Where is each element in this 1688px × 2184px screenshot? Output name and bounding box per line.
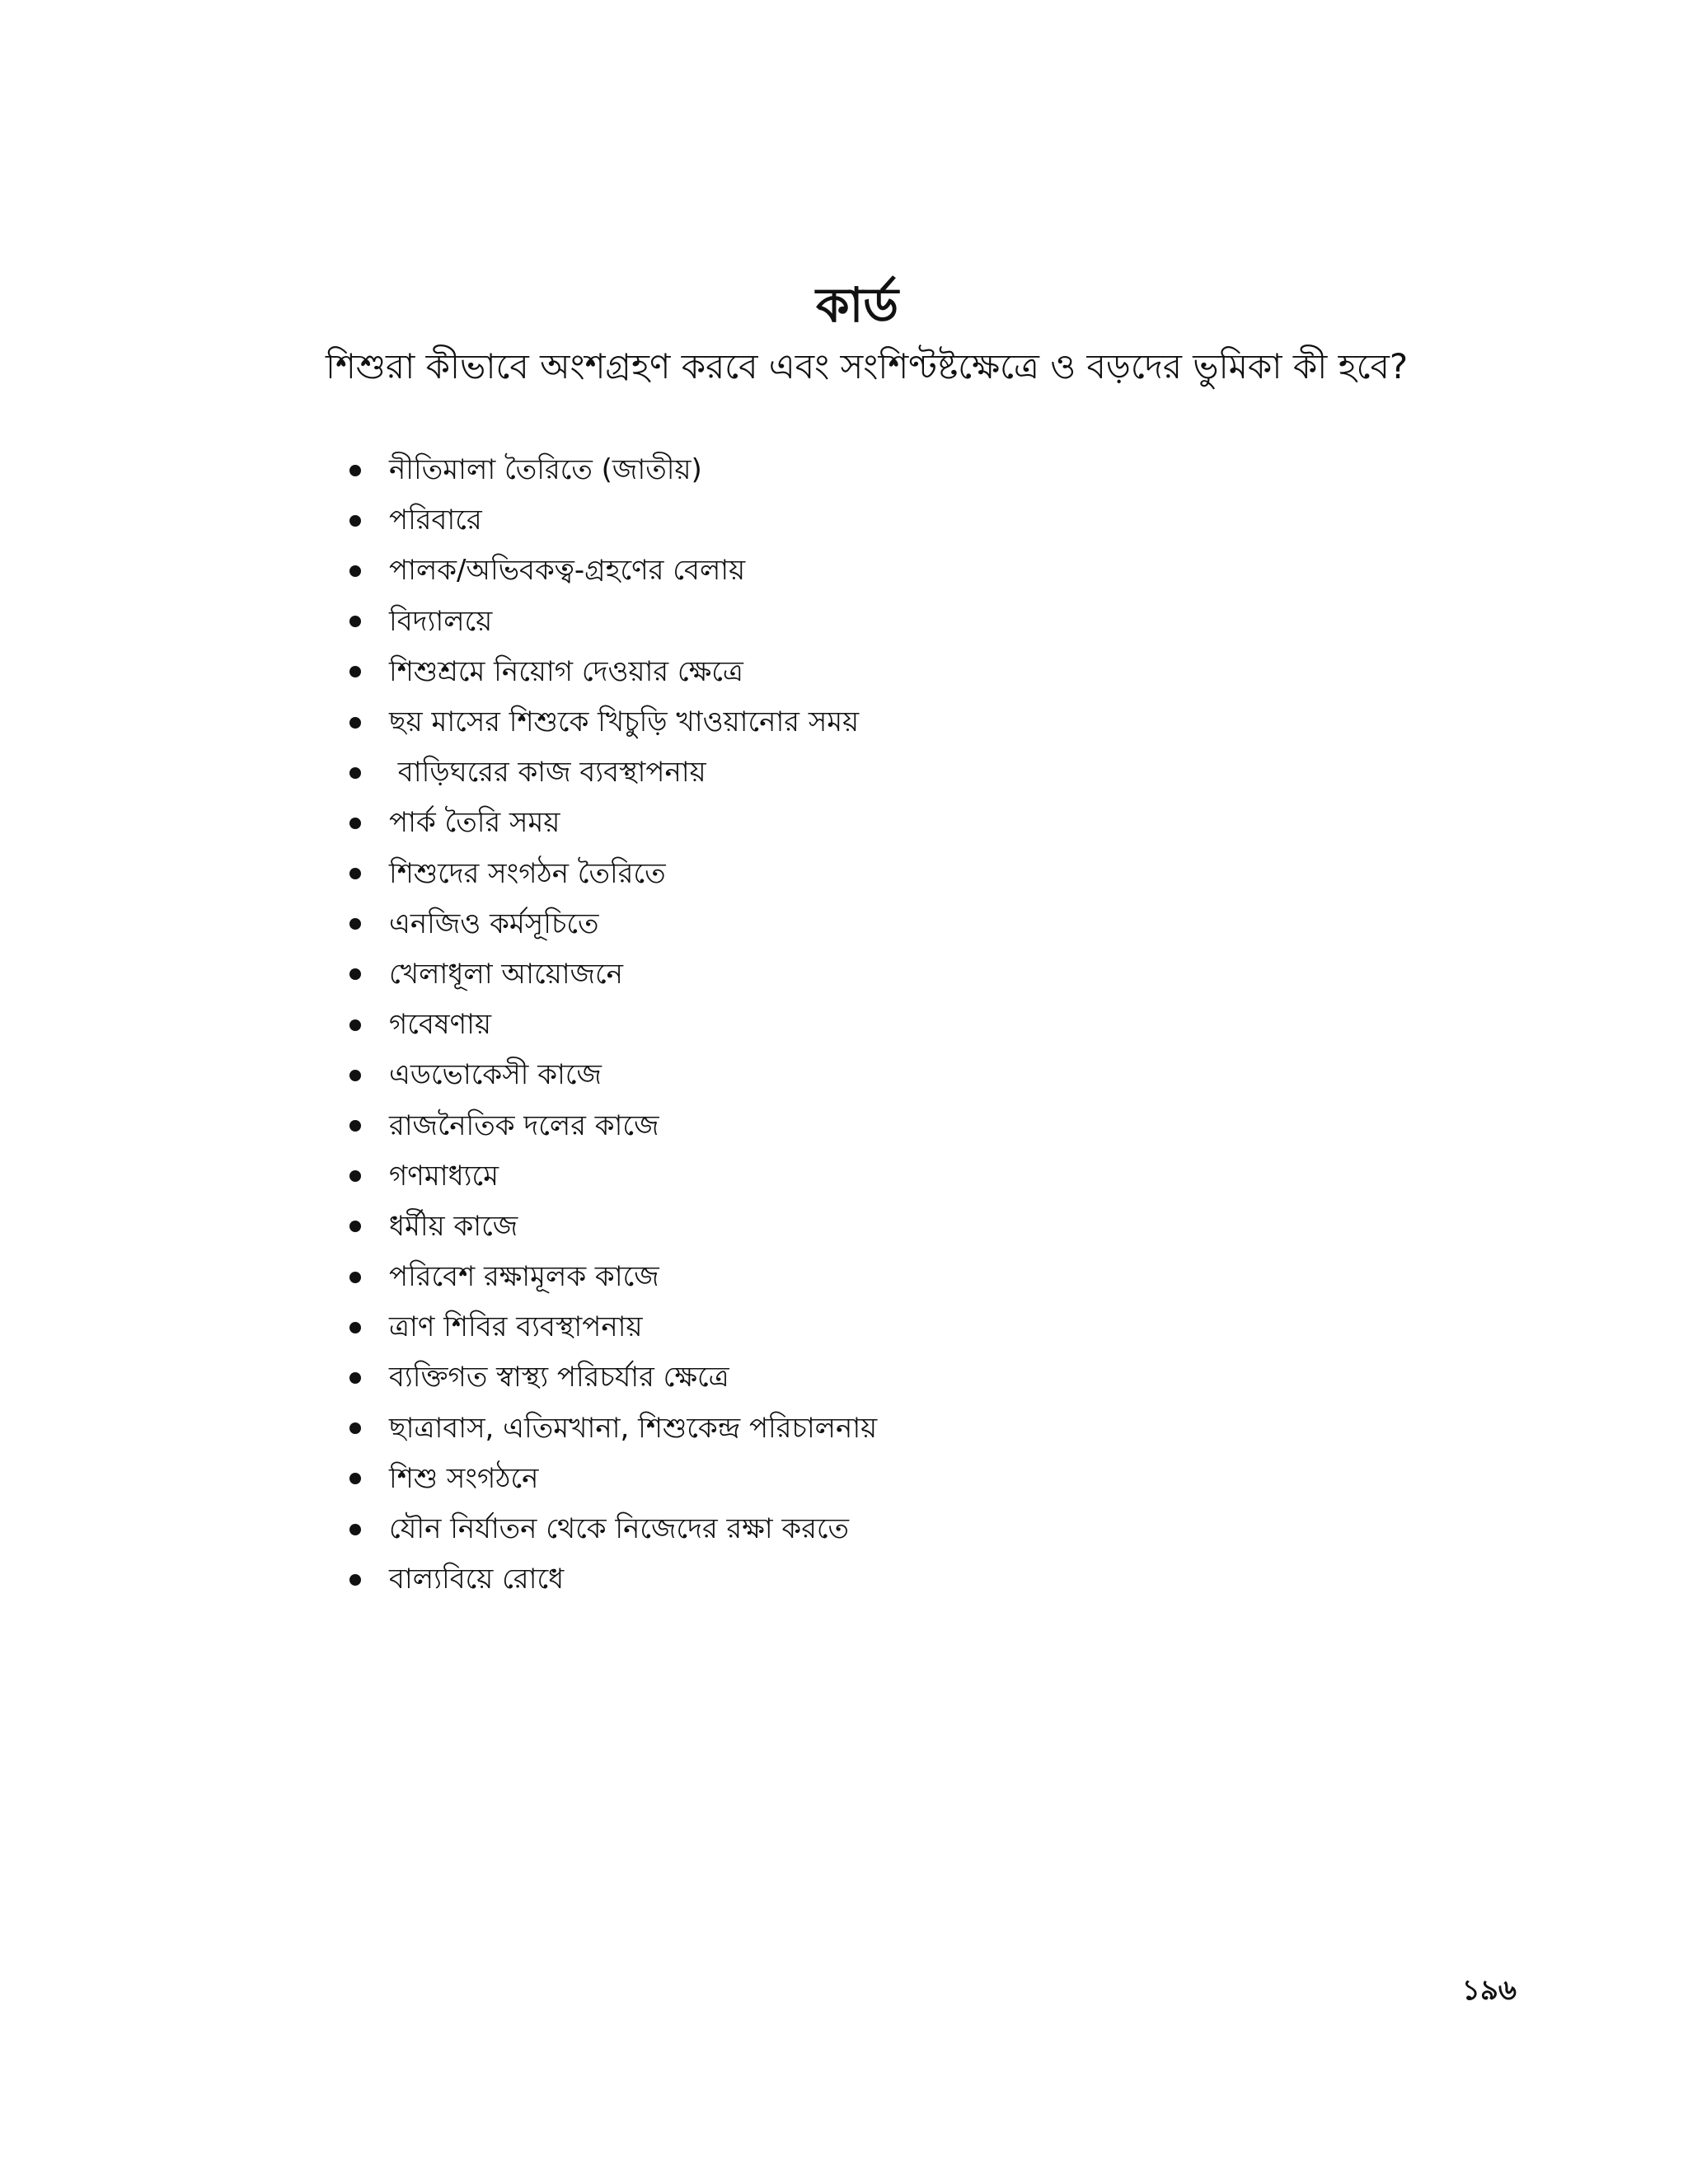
list-item [338,1554,1327,1605]
bullet-icon [349,1524,361,1535]
list-item [338,445,1327,495]
list-item-text: পার্ক তৈরি সময় [389,806,560,840]
topic-list [338,445,1327,1605]
list-item-text: গবেষণায় [389,1008,492,1042]
list-item [338,1151,1327,1202]
list-item-text: বাল্যবিয়ে রোধে [389,1563,565,1596]
list-item-text: রাজনৈতিক দলের কাজে [389,1108,659,1142]
list-item-text: ছাত্রাবাস, এতিমখানা, শিশুকেন্দ্র পরিচালনায় [389,1411,878,1445]
list-item [338,1000,1327,1050]
bullet-icon [349,868,361,879]
list-item [338,1504,1327,1554]
bullet-icon [349,1372,361,1384]
bullet-icon [349,1272,361,1283]
list-item [338,1352,1327,1403]
bullet-icon [349,616,361,627]
list-item-text: পরিবারে [389,504,482,537]
list-item-text: ব্যক্তিগত স্বাস্থ্য পরিচর্যার ক্ষেত্রে [389,1361,729,1394]
list-item [338,597,1327,647]
bullet-icon [349,818,361,829]
list-item [338,849,1327,899]
list-item [338,1404,1327,1454]
bullet-icon [349,1070,361,1081]
list-item-text: শিশুশ্রমে নিয়োগ দেওয়ার ক্ষেত্রে [389,654,743,688]
bullet-icon [349,515,361,527]
card-title: কার্ড [815,277,899,333]
list-item-text: বাড়িঘরের কাজ ব্যবস্থাপনায় [389,756,706,790]
bullet-icon [349,1120,361,1132]
bullet-icon [349,918,361,930]
list-item [338,899,1327,949]
bullet-icon [349,1221,361,1232]
bullet-icon [349,1473,361,1484]
bullet-icon [349,1170,361,1182]
list-item [338,748,1327,798]
list-item-text: বিদ্যালয়ে [389,604,493,638]
list-item-text: এনজিও কর্মসূচিতে [389,907,599,940]
bullet-icon [349,1574,361,1586]
list-item [338,495,1327,546]
bullet-icon [349,565,361,577]
list-item [338,1454,1327,1504]
bullet-icon [349,968,361,980]
card-subtitle: শিশুরা কীভাবে অংশগ্রহণ করবে এবং সংশিণ্টষ্টক্ষেত্রে ও বড়দের ভুমিকা কী হবে? [326,346,1409,387]
list-item-text: ছয় মাসের শিশুকে খিচুড়ি খাওয়ানোর সময় [389,705,860,739]
list-item [338,1050,1327,1100]
bullet-icon [349,1422,361,1434]
bullet-icon [349,717,361,729]
bullet-icon [349,465,361,476]
list-item [338,1252,1327,1302]
list-item-text: গণমাধ্যমে [389,1159,499,1193]
page-number: ১৯৬ [1461,1974,1517,2007]
list-item [338,546,1327,596]
list-item [338,798,1327,848]
bullet-icon [349,666,361,677]
list-item-text: শিশুদের সংগঠন তৈরিতে [389,856,666,890]
list-item [338,697,1327,748]
list-item-text: ধর্মীয় কাজে [389,1209,518,1243]
list-item-text: নীতিমালা তৈরিতে (জাতীয়) [389,453,702,487]
list-item-text: পরিবেশ রক্ষামূলক কাজে [389,1260,659,1294]
bullet-icon [349,1019,361,1031]
list-item-text: যৌন নির্যাতন থেকে নিজেদের রক্ষা করতে [389,1512,850,1546]
bullet-icon [349,1322,361,1333]
list-item-text: শিশু সংগঠনে [389,1461,539,1495]
list-item-text: পালক/অভিবকত্ব-গ্রহণের বেলায় [389,554,746,588]
list-item-text: খেলাধূলা আয়োজনে [389,957,623,991]
list-item [338,1302,1327,1352]
list-item [338,647,1327,697]
list-item-text: এডভোকেসী কাজে [389,1058,602,1092]
list-item [338,1100,1327,1151]
list-item-text: ত্রাণ শিবির ব্যবস্থাপনায় [389,1310,643,1344]
bullet-icon [349,767,361,779]
list-item [338,1202,1327,1252]
list-item [338,949,1327,1000]
